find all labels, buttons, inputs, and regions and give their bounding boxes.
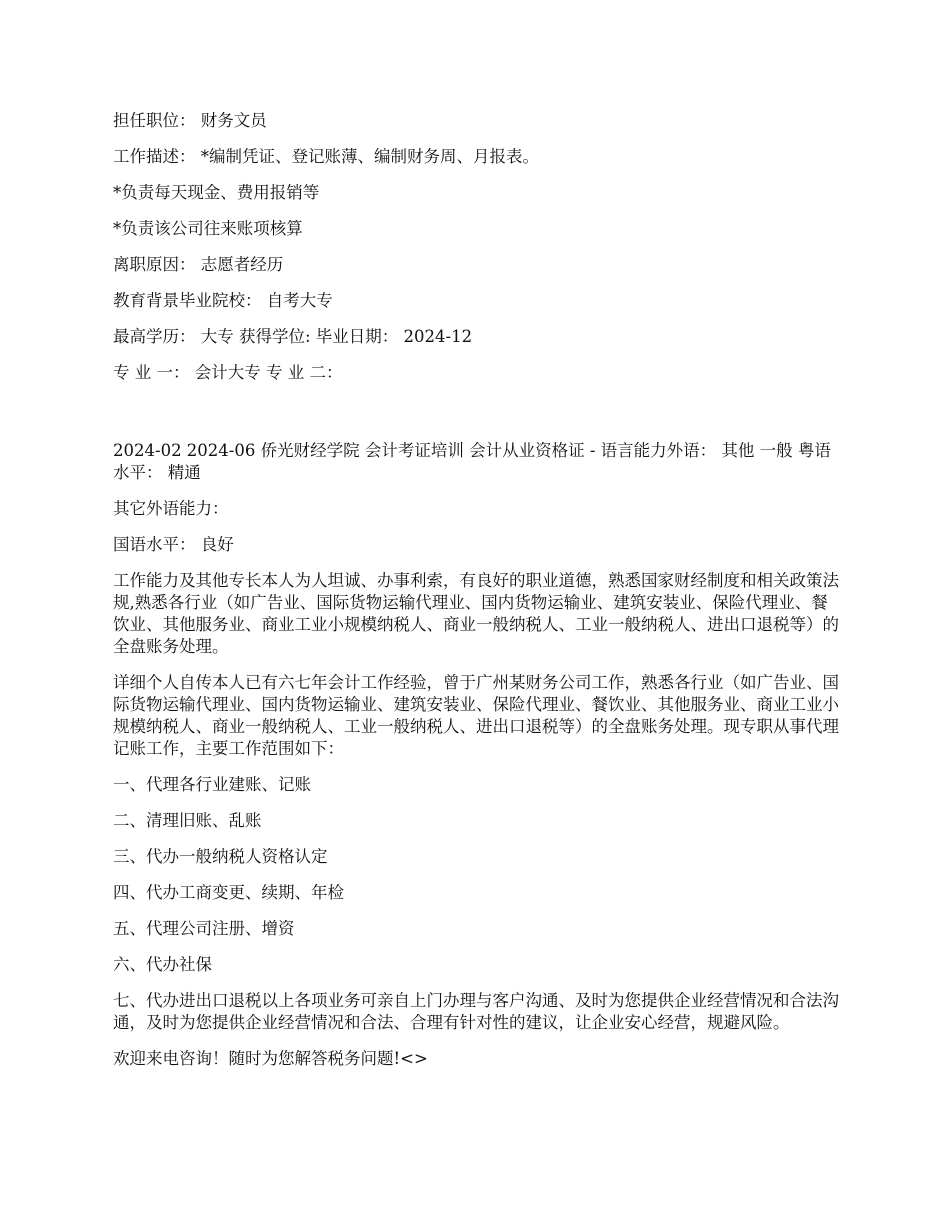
- document-page: [113, 110, 839, 1084]
- service-item: 一、代理各行业建账、记账: [113, 775, 311, 794]
- service-item: 三、代办一般纳税人资格认定: [113, 847, 328, 866]
- service-item: 六、代办社保: [113, 955, 212, 974]
- section-gap: [113, 398, 839, 440]
- service-item: 四、代办工商变更、续期、年检: [113, 883, 344, 902]
- job-description-line: 工作描述： *编制凭证、登记账薄、编制财务周、月报表。: [113, 147, 539, 166]
- position-line: 担任职位： 财务文员: [113, 111, 267, 130]
- leave-reason-line: 离职原因： 志愿者经历: [113, 255, 284, 274]
- service-item: 二、清理旧账、乱账: [113, 811, 262, 830]
- closing-line: 欢迎来电咨询！随时为您解答税务问题!<>: [113, 1049, 428, 1068]
- duty-accounts-line: *负责该公司往来账项核算: [113, 219, 303, 238]
- education-degree-line: 最高学历： 大专 获得学位: 毕业日期： 2024-12: [113, 327, 473, 346]
- training-language-paragraph: 2024-02 2024-06 侨光财经学院 会计考证培训 会计从业资格证 - 语言能力外语： 其他 一般 粤语水平： 精通: [113, 441, 831, 482]
- major-line: 专 业 一： 会计大专 专 业 二：: [113, 363, 343, 382]
- mandarin-level-line: 国语水平： 良好: [113, 535, 234, 554]
- other-language-line: 其它外语能力：: [113, 499, 229, 518]
- abilities-paragraph: 工作能力及其他专长本人为人坦诚、办事利索，有良好的职业道德，熟悉国家财经制度和相关政策法规,熟悉各行业（如广告业、国际货物运输代理业、国内货物运输业、建筑安装业、保险代理业、餐饮业、其他服务业、商业工业小规模纳税人、商业一般纳税人、工业一般纳税人、进出口退税等）的全盘账务处理。: [113, 571, 839, 656]
- service-item-export-tax: 七、代办进出口退税以上各项业务可亲自上门办理与客户沟通、及时为您提供企业经营情况和合法沟通，及时为您提供企业经营情况和合法、合理有针对性的建议，让企业安心经营，规避风险。: [113, 991, 839, 1032]
- duty-cash-line: *负责每天现金、费用报销等: [113, 183, 320, 202]
- autobiography-paragraph: 详细个人自传本人已有六七年会计工作经验，曾于广州某财务公司工作，熟悉各行业（如广告业、国际货物运输代理业、国内货物运输业、建筑安装业、保险代理业、餐饮业、其他服务业、商业工业小规模纳税人、商业一般纳税人、工业一般纳税人、进出口退税等）的全盘账务处理。现专职从事代理记账工作，主要工作范围如下：: [113, 673, 839, 758]
- service-item: 五、代理公司注册、增资: [113, 919, 295, 938]
- education-school-line: 教育背景毕业院校： 自考大专: [113, 291, 333, 310]
